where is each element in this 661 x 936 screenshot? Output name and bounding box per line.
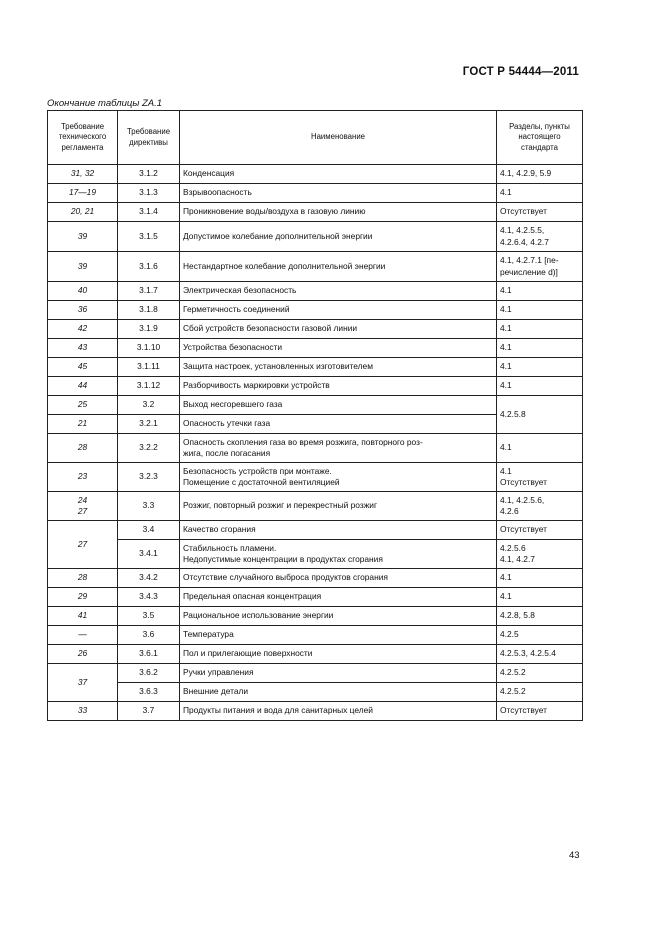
sections-cell xyxy=(497,320,583,339)
name-cell xyxy=(180,702,497,721)
table-caption: Окончание таблицы ZA.1 xyxy=(47,98,163,109)
regulation-cell-line: 28 xyxy=(77,442,88,453)
regulation-cell-line: 24 xyxy=(77,494,88,505)
table-row xyxy=(48,463,583,492)
sections-cell-line: 4.1 xyxy=(500,361,512,372)
sections-cell xyxy=(497,607,583,626)
name-cell-line: Проникновение воды/воздуха в газовую линию xyxy=(183,206,366,217)
table-row xyxy=(48,301,583,320)
table-row xyxy=(48,588,583,607)
regulation-cell xyxy=(48,521,118,569)
regulation-cell-line: 36 xyxy=(77,304,88,315)
regulation-cell-line: 23 xyxy=(77,471,88,482)
directive-cell: 3.5 xyxy=(118,607,180,626)
name-cell-line: Недопустимые концентрации в продуктах сгорания xyxy=(183,554,383,564)
sections-cell-line: 4.1 xyxy=(500,342,512,353)
directive-cell: 3.6 xyxy=(118,626,180,645)
sections-cell xyxy=(497,282,583,301)
regulation-cell xyxy=(48,184,118,203)
name-cell xyxy=(180,683,497,702)
name-cell-line: Безопасность устройств при монтаже. xyxy=(183,465,332,476)
regulation-cell xyxy=(48,282,118,301)
table-row xyxy=(48,320,583,339)
sections-cell xyxy=(497,396,583,434)
name-cell xyxy=(180,463,497,492)
regulation-cell xyxy=(48,252,118,282)
directive-cell: 3.4 xyxy=(118,521,180,540)
sections-cell-line: 4.1 xyxy=(500,304,512,315)
name-cell xyxy=(180,434,497,463)
header-name: Наименование xyxy=(180,111,497,165)
regulation-cell-line: 42 xyxy=(77,323,88,334)
directive-cell: 3.1.8 xyxy=(118,301,180,320)
regulation-cell xyxy=(48,165,118,184)
regulation-cell xyxy=(48,588,118,607)
header-sections: Разделы, пункты настоящего стандарта xyxy=(497,111,583,165)
sections-cell xyxy=(497,463,583,492)
table-row xyxy=(48,569,583,588)
directive-cell: 3.6.2 xyxy=(118,664,180,683)
sections-cell-line: 4.1 xyxy=(500,572,512,583)
regulation-cell-line: 17—19 xyxy=(68,187,96,198)
sections-cell xyxy=(497,358,583,377)
sections-cell-line: 4.1 xyxy=(500,323,512,334)
table-header-row xyxy=(48,111,583,165)
sections-cell-line: 4.1 xyxy=(500,187,512,198)
directive-cell: 3.6.1 xyxy=(118,645,180,664)
name-cell-line: Продукты питания и вода для санитарных целей xyxy=(183,705,373,716)
regulation-cell-line: 21 xyxy=(77,418,88,429)
regulation-cell xyxy=(48,203,118,222)
regulation-cell-line: 37 xyxy=(77,676,88,687)
sections-cell xyxy=(497,377,583,396)
sections-cell xyxy=(497,184,583,203)
table-row xyxy=(48,203,583,222)
name-cell-line: Электрическая безопасность xyxy=(183,285,297,296)
name-cell-line: Помещение с достаточной вентиляцией xyxy=(183,477,340,487)
regulation-cell xyxy=(48,645,118,664)
sections-cell-line: 4.1 xyxy=(500,465,512,476)
regulation-cell xyxy=(48,463,118,492)
directive-cell: 3.6.3 xyxy=(118,683,180,702)
regulation-cell-line: — xyxy=(78,629,87,640)
name-cell-line: Выход несгоревшего газа xyxy=(183,399,283,410)
sections-cell-line: 4.2.6 xyxy=(500,506,519,516)
table-row xyxy=(48,396,583,415)
regulation-cell-line: 28 xyxy=(77,572,88,583)
sections-cell xyxy=(497,683,583,702)
name-cell xyxy=(180,626,497,645)
sections-cell-line: 4.2.5.3, 4.2.5.4 xyxy=(500,648,556,659)
directive-cell: 3.2.1 xyxy=(118,415,180,434)
name-cell-line: Отсутствие случайного выброса продуктов сгорания xyxy=(183,572,388,583)
directive-cell: 3.4.2 xyxy=(118,569,180,588)
table-row xyxy=(48,165,583,184)
table-row xyxy=(48,683,583,702)
regulation-cell-line: 41 xyxy=(77,610,88,621)
name-cell xyxy=(180,282,497,301)
regulation-cell xyxy=(48,301,118,320)
table-row xyxy=(48,184,583,203)
name-cell xyxy=(180,222,497,252)
sections-cell-line: 4.1, 4.2.7 xyxy=(500,554,535,564)
name-cell xyxy=(180,165,497,184)
regulation-cell-line: 26 xyxy=(77,648,88,659)
directive-cell: 3.2 xyxy=(118,396,180,415)
regulation-cell-line: 20, 21 xyxy=(70,206,95,217)
requirements-table xyxy=(47,110,583,721)
sections-cell xyxy=(497,492,583,521)
name-cell-line: Разборчивость маркировки устройств xyxy=(183,380,330,391)
directive-cell: 3.1.12 xyxy=(118,377,180,396)
sections-cell-line: 4.2.5.6 xyxy=(500,542,526,553)
table-row xyxy=(48,645,583,664)
table-row xyxy=(48,521,583,540)
directive-cell: 3.4.3 xyxy=(118,588,180,607)
sections-cell-line: Отсутствует xyxy=(500,477,547,487)
regulation-cell-line: 40 xyxy=(77,285,88,296)
directive-cell: 3.1.2 xyxy=(118,165,180,184)
table-row xyxy=(48,222,583,252)
regulation-cell xyxy=(48,415,118,434)
table-row xyxy=(48,434,583,463)
regulation-cell xyxy=(48,396,118,415)
name-cell xyxy=(180,203,497,222)
name-cell-line: Пол и прилегающие поверхности xyxy=(183,648,313,659)
sections-cell xyxy=(497,203,583,222)
sections-cell-line: 4.1, 4.2.5.5, xyxy=(500,225,545,235)
name-cell xyxy=(180,252,497,282)
regulation-cell-line: 33 xyxy=(77,705,88,716)
name-cell xyxy=(180,301,497,320)
regulation-cell-line: 39 xyxy=(77,230,88,241)
name-cell-line: Опасность утечки газа xyxy=(183,418,271,429)
table-row xyxy=(48,607,583,626)
sections-cell-line: 4.1, 4.2.7.1 [пе- xyxy=(500,255,559,265)
sections-cell-line: 4.1 xyxy=(500,285,512,296)
sections-cell xyxy=(497,540,583,569)
header-regulation: Требование технического регламента xyxy=(48,111,118,165)
page-number: 43 xyxy=(569,850,580,861)
sections-cell xyxy=(497,434,583,463)
name-cell xyxy=(180,645,497,664)
sections-cell-line: 4.1 xyxy=(500,442,512,453)
table-row xyxy=(48,358,583,377)
sections-cell-line: 4.1, 4.2.5.6, xyxy=(500,494,545,505)
regulation-cell-line: 43 xyxy=(77,342,88,353)
name-cell-line: Предельная опасная концентрация xyxy=(183,591,322,602)
sections-cell xyxy=(497,702,583,721)
regulation-cell xyxy=(48,626,118,645)
directive-cell: 3.1.7 xyxy=(118,282,180,301)
regulation-cell xyxy=(48,434,118,463)
sections-cell xyxy=(497,339,583,358)
regulation-cell xyxy=(48,569,118,588)
sections-cell-line: речисление d)] xyxy=(500,266,558,277)
regulation-cell xyxy=(48,664,118,702)
name-cell xyxy=(180,492,497,521)
name-cell-line: Конденсация xyxy=(183,168,235,179)
name-cell xyxy=(180,339,497,358)
directive-cell: 3.1.3 xyxy=(118,184,180,203)
sections-cell xyxy=(497,252,583,282)
sections-cell-line: 4.2.5.8 xyxy=(500,408,526,419)
directive-cell: 3.1.4 xyxy=(118,203,180,222)
directive-cell: 3.1.5 xyxy=(118,222,180,252)
sections-cell-line: Отсутствует xyxy=(500,705,547,716)
name-cell-line: жига, после погасания xyxy=(183,448,271,458)
regulation-cell-line: 27 xyxy=(77,538,88,549)
sections-cell xyxy=(497,645,583,664)
name-cell-line: Качество сгорания xyxy=(183,524,256,535)
table-body xyxy=(48,165,583,721)
name-cell xyxy=(180,320,497,339)
sections-cell-line: Отсутствует xyxy=(500,524,547,535)
name-cell-line: Ручки управления xyxy=(183,667,254,678)
directive-cell: 3.1.11 xyxy=(118,358,180,377)
table-row xyxy=(48,664,583,683)
regulation-cell-line: 44 xyxy=(77,380,88,391)
regulation-cell xyxy=(48,702,118,721)
sections-cell xyxy=(497,626,583,645)
name-cell-line: Допустимое колебание дополнительной энергии xyxy=(183,230,373,241)
regulation-cell xyxy=(48,320,118,339)
sections-cell-line: Отсутствует xyxy=(500,206,547,217)
sections-cell xyxy=(497,588,583,607)
sections-cell-line: 4.2.5.2 xyxy=(500,667,526,678)
name-cell xyxy=(180,569,497,588)
name-cell xyxy=(180,664,497,683)
regulation-cell xyxy=(48,358,118,377)
directive-cell: 3.1.10 xyxy=(118,339,180,358)
name-cell-line: Температура xyxy=(183,629,234,640)
sections-cell-line: 4.2.6.4, 4.2.7 xyxy=(500,236,549,247)
regulation-cell-line: 27 xyxy=(77,506,88,516)
name-cell-line: Внешние детали xyxy=(183,686,249,697)
sections-cell-line: 4.2.8, 5.8 xyxy=(500,610,535,621)
regulation-cell xyxy=(48,377,118,396)
sections-cell xyxy=(497,301,583,320)
header-directive: Требование директивы xyxy=(118,111,180,165)
name-cell xyxy=(180,184,497,203)
table-row xyxy=(48,540,583,569)
name-cell xyxy=(180,540,497,569)
name-cell-line: Рациональное использование энергии xyxy=(183,610,334,621)
directive-cell: 3.4.1 xyxy=(118,540,180,569)
name-cell xyxy=(180,358,497,377)
name-cell-line: Нестандартное колебание дополнительной энергии xyxy=(183,260,386,271)
name-cell xyxy=(180,415,497,434)
table-row xyxy=(48,377,583,396)
directive-cell: 3.3 xyxy=(118,492,180,521)
directive-cell: 3.2.2 xyxy=(118,434,180,463)
sections-cell xyxy=(497,664,583,683)
regulation-cell xyxy=(48,607,118,626)
regulation-cell-line: 29 xyxy=(77,591,88,602)
table-row xyxy=(48,626,583,645)
table-row xyxy=(48,339,583,358)
regulation-cell xyxy=(48,222,118,252)
regulation-cell-line: 45 xyxy=(77,361,88,372)
table-row xyxy=(48,492,583,521)
sections-cell-line: 4.2.5 xyxy=(500,629,519,640)
name-cell xyxy=(180,521,497,540)
sections-cell xyxy=(497,222,583,252)
regulation-cell xyxy=(48,492,118,521)
sections-cell xyxy=(497,569,583,588)
regulation-cell-line: 39 xyxy=(77,260,88,271)
name-cell xyxy=(180,377,497,396)
document-id: ГОСТ Р 54444—2011 xyxy=(462,66,579,78)
name-cell xyxy=(180,396,497,415)
name-cell-line: Стабильность пламени. xyxy=(183,542,277,553)
sections-cell xyxy=(497,521,583,540)
sections-cell-line: 4.1 xyxy=(500,380,512,391)
name-cell-line: Защита настроек, установленных изготовителем xyxy=(183,361,373,372)
sections-cell-line: 4.2.5.2 xyxy=(500,686,526,697)
name-cell xyxy=(180,607,497,626)
table-row xyxy=(48,702,583,721)
name-cell-line: Опасность скопления газа во время розжига, повторного роз- xyxy=(183,436,423,447)
sections-cell-line: 4.1 xyxy=(500,591,512,602)
name-cell-line: Взрывоопасность xyxy=(183,187,252,198)
regulation-cell-line: 25 xyxy=(77,399,88,410)
name-cell-line: Устройства безопасности xyxy=(183,342,283,353)
directive-cell: 3.2.3 xyxy=(118,463,180,492)
name-cell-line: Герметичность соединений xyxy=(183,304,290,315)
directive-cell: 3.1.9 xyxy=(118,320,180,339)
name-cell-line: Розжиг, повторный розжиг и перекрестный розжиг xyxy=(183,500,378,511)
sections-cell-line: 4.1, 4.2.9, 5.9 xyxy=(500,168,552,179)
directive-cell: 3.1.6 xyxy=(118,252,180,282)
table-row xyxy=(48,252,583,282)
name-cell-line: Сбой устройств безопасности газовой линии xyxy=(183,323,358,334)
directive-cell: 3.7 xyxy=(118,702,180,721)
regulation-cell-line: 31, 32 xyxy=(70,168,95,179)
sections-cell xyxy=(497,165,583,184)
name-cell xyxy=(180,588,497,607)
table-row xyxy=(48,282,583,301)
regulation-cell xyxy=(48,339,118,358)
